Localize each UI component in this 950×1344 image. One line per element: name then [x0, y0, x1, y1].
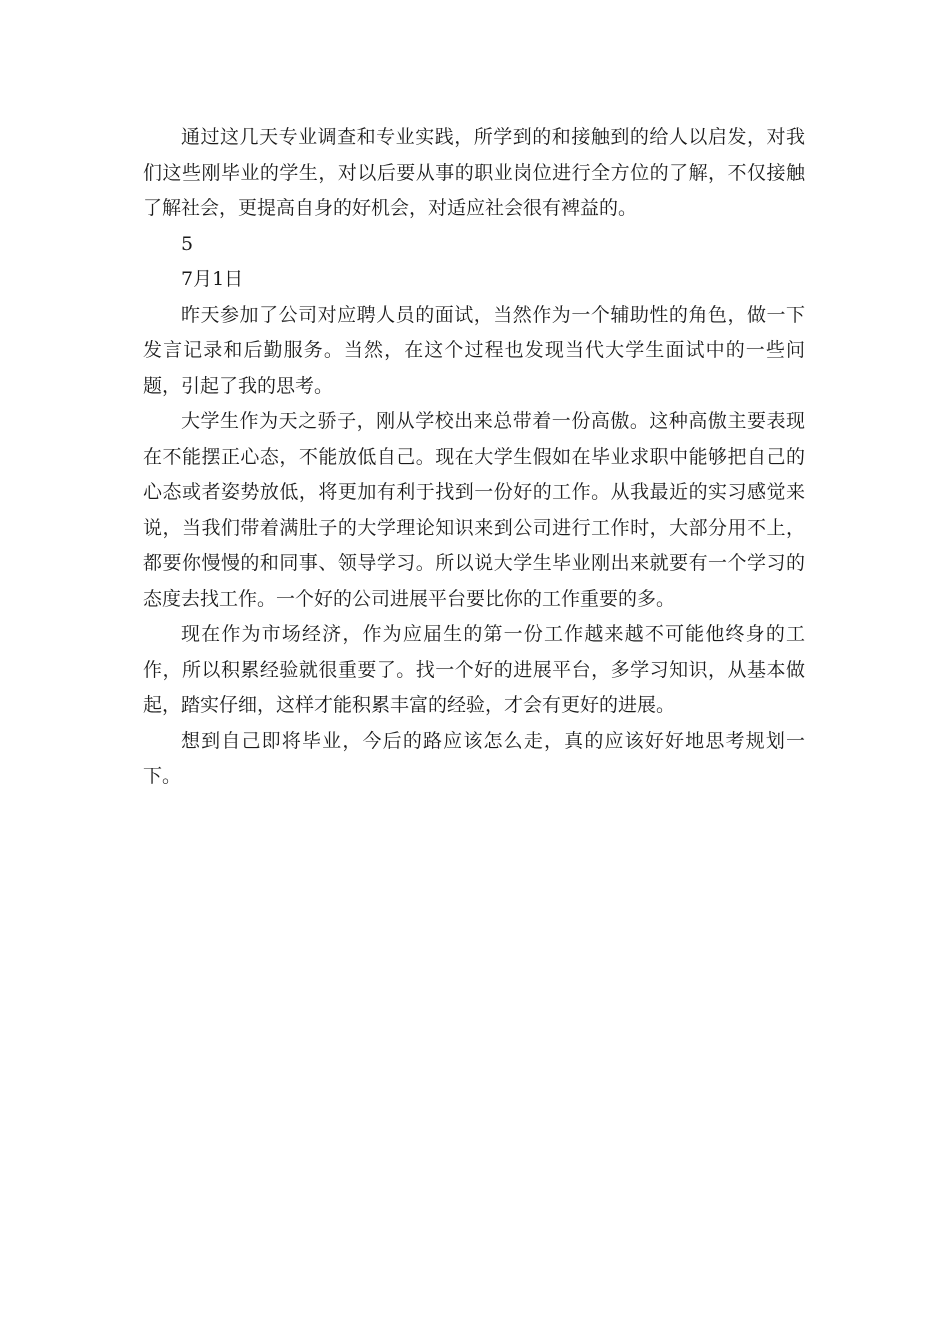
section-number: 5 [181, 232, 194, 255]
paragraph-reflection: 想到自己即将毕业，今后的路应该怎么走，真的应该好好地思考规划一下。 [143, 729, 805, 787]
paragraph-intro: 通过这几天专业调查和专业实践，所学到的和接触到的给人以启发，对我们这些刚毕业的学生，对以后要从事的职业岗位进行全方位的了解，不仅接触了解社会，更提高自身的好机会，对适应社会很有裨益的。 [143, 126, 805, 219]
paragraph-attitude: 大学生作为天之骄子，刚从学校出来总带着一份高傲。这种高傲主要表现在不能摆正心态，不能放低自己。现在大学生假如在毕业求职中能够把自己的心态或者姿势放低，将更加有利于找到一份好的工作。从我最近的实习感觉来说，当我们带着满肚子的大学理论知识来到公司进行工作时，大部分用不上，都要你慢慢的和同事、领导学习。所以说大学生毕业刚出来就要有一个学习的态度去找工作。一个好的公司进展平台要比你的工作重要的多。 [143, 410, 805, 610]
paragraph-experience: 现在作为市场经济，作为应届生的第一份工作越来越不可能他终身的工作，所以积累经验就很重要了。找一个好的进展平台，多学习知识，从基本做起，踏实仔细，这样才能积累丰富的经验，才会有更好的进展。 [143, 623, 805, 716]
paragraph-interview: 昨天参加了公司对应聘人员的面试，当然作为一个辅助性的角色，做一下发言记录和后勤服务。当然，在这个过程也发现当代大学生面试中的一些问题，引起了我的思考。 [143, 303, 805, 397]
document-body [143, 120, 805, 795]
entry-date: 7月1日 [181, 268, 244, 290]
